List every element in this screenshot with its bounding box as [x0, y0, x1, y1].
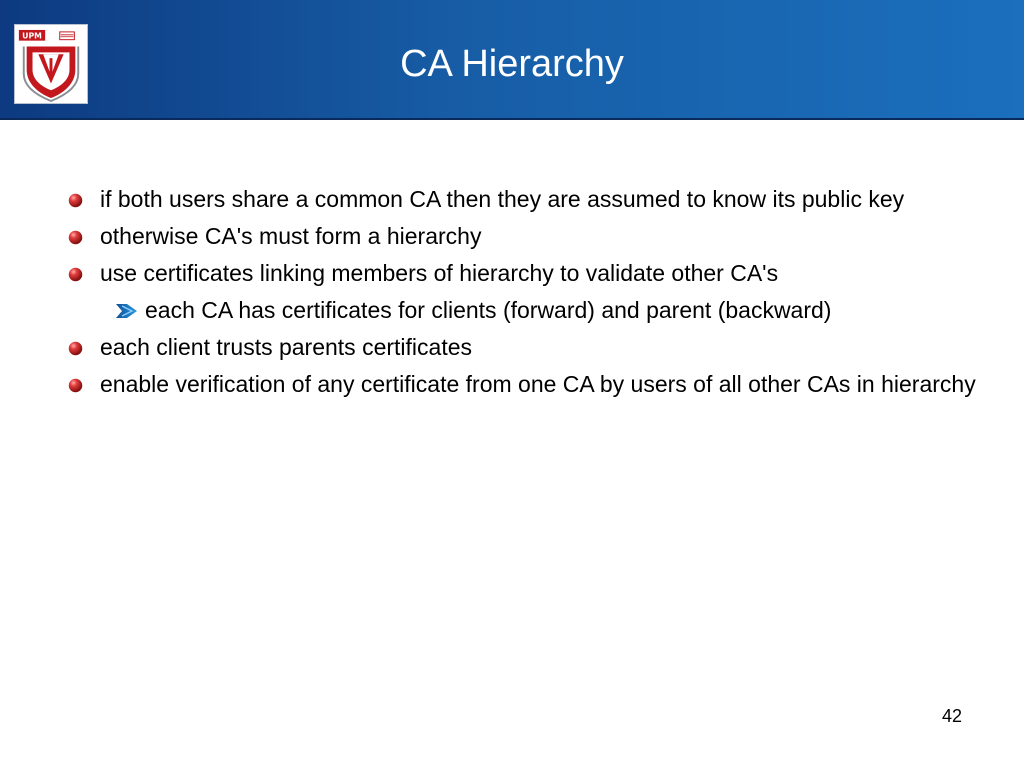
- red-sphere-bullet-icon: [68, 267, 83, 282]
- sub-bullet-text: each CA has certificates for clients (forward) and parent (backward): [145, 297, 832, 323]
- bullet-text: use certificates linking members of hierarchy to validate other CA's: [100, 260, 779, 286]
- bullet-text: if both users share a common CA then they are assumed to know its public key: [100, 186, 905, 212]
- red-sphere-bullet-icon: [68, 341, 83, 356]
- bullet-item: [62, 258, 982, 289]
- slide-header: [0, 0, 1024, 120]
- red-sphere-bullet-icon: [68, 230, 83, 245]
- red-sphere-bullet-icon: [68, 378, 83, 393]
- logo-text: UPM: [22, 31, 42, 41]
- bullet-item: [62, 369, 982, 400]
- bullet-list: [62, 184, 982, 406]
- red-sphere-bullet-icon: [68, 193, 83, 208]
- bullet-text: otherwise CA's must form a hierarchy: [100, 223, 482, 249]
- bullet-item: [62, 184, 982, 215]
- page-number: 42: [941, 706, 962, 726]
- slide-title: CA Hierarchy: [400, 43, 624, 85]
- sub-bullet-item: [62, 295, 982, 326]
- bullet-item: [62, 221, 982, 252]
- bullet-text: enable verification of any certificate from one CA by users of all other CAs in hierarchy: [100, 371, 976, 397]
- blue-arrow-bullet-icon: [115, 302, 139, 320]
- bullet-text: each client trusts parents certificates: [100, 334, 472, 360]
- bullet-item: [62, 332, 982, 363]
